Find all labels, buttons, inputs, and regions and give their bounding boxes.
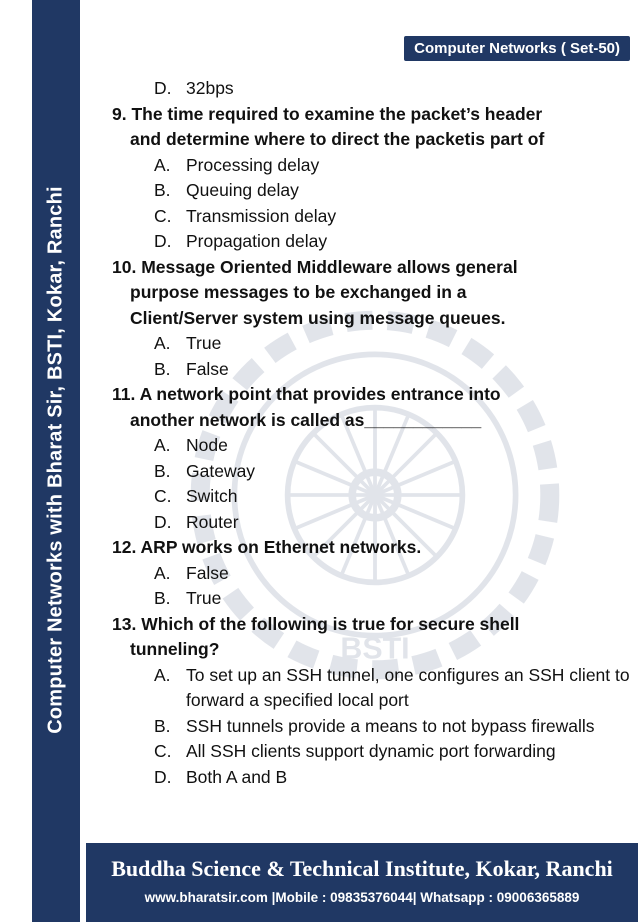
option-letter: B. [154, 588, 171, 608]
option-text: Node [186, 435, 228, 455]
footer [86, 843, 638, 922]
option-letter: D. [154, 231, 172, 251]
question-text: and determine where to direct the packetis part of [130, 129, 545, 149]
option-text: Router [186, 511, 239, 532]
sidebar-title: Computer Networks with Bharat Sir, BSTI, Kokar, Ranchi [44, 186, 67, 734]
option-letter: D. [154, 766, 172, 787]
option-letter: A. [154, 435, 171, 455]
option-text: Queuing delay [186, 180, 299, 200]
question-text: 13. Which of the following is true for secure shell [112, 613, 520, 634]
option-letter: B. [154, 180, 171, 200]
footer-institute-name: Buddha Science & Technical Institute, Kokar, Ranchi [111, 856, 613, 881]
option-letter: D. [154, 78, 172, 98]
option-letter: A. [154, 562, 171, 583]
q13-option-d [112, 765, 632, 791]
option-letter: A. [154, 333, 171, 353]
option-letter: C. [154, 741, 172, 761]
q9-option-c [112, 204, 632, 230]
question-11 [112, 382, 632, 433]
q10-option-a [112, 331, 632, 357]
option-text: To set up an SSH tunnel, one configures an SSH client to forward a specified local port [186, 664, 630, 710]
question-text: Client/Server system using message queues. [130, 307, 506, 328]
question-text: 9. The time required to examine the packet’s header [112, 103, 543, 124]
question-text: tunneling? [130, 639, 220, 659]
sidebar [0, 0, 86, 922]
option-letter: C. [154, 205, 172, 226]
footer-contact-info: www.bharatsir.com |Mobile : 09835376044| Whatsapp : 09006365889 [144, 890, 580, 905]
option-text: Processing delay [186, 154, 320, 175]
option-text: All SSH clients support dynamic port forwarding [186, 741, 556, 761]
q12-option-a [112, 561, 632, 587]
option-text: Switch [186, 486, 238, 506]
option-text: 32bps [186, 78, 234, 98]
option-text: SSH tunnels provide a means to not bypass firewalls [186, 715, 595, 736]
option-letter: A. [154, 154, 171, 175]
q9-option-d [112, 229, 632, 255]
option-letter: B. [154, 460, 171, 481]
question-text: 10. Message Oriented Middleware allows general [112, 256, 518, 277]
question-13 [112, 612, 632, 666]
option-text: Propagation delay [186, 231, 328, 251]
option-text: True [186, 588, 222, 608]
q12-option-b [112, 586, 632, 612]
q9-option-a [112, 153, 632, 179]
question-10 [112, 255, 632, 332]
option-letter: A. [154, 664, 171, 685]
q11-option-a [112, 433, 632, 459]
option-text: False [186, 562, 229, 583]
option-letter: C. [154, 486, 172, 506]
q11-option-c [112, 484, 632, 510]
question-text: 11. A network point that provides entrance into [112, 384, 501, 404]
question-12 [112, 535, 632, 561]
q8-option-d [112, 76, 632, 102]
question-9 [112, 102, 632, 153]
option-text: Both A and B [186, 766, 288, 787]
option-text: False [186, 358, 229, 379]
option-letter: B. [154, 358, 171, 379]
q13-option-c [112, 739, 632, 765]
question-text: purpose messages to be exchanged in a [130, 282, 467, 302]
option-text: Gateway [186, 460, 256, 481]
option-text: True [186, 333, 222, 353]
q11-option-b [112, 459, 632, 485]
q9-option-b [112, 178, 632, 204]
q11-option-d [112, 510, 632, 536]
q13-option-b [112, 714, 632, 740]
option-letter: B. [154, 715, 171, 736]
q13-option-a [112, 663, 632, 714]
question-text: another network is called as____________ [130, 409, 482, 430]
watermark-text: BSTI [340, 631, 410, 666]
question-content [112, 76, 632, 790]
option-text: Transmission delay [186, 205, 337, 226]
question-text: 12. ARP works on Ethernet networks. [112, 537, 422, 557]
option-letter: D. [154, 511, 172, 532]
set-label: Computer Networks ( Set-50) [404, 36, 630, 61]
q10-option-b [112, 357, 632, 383]
